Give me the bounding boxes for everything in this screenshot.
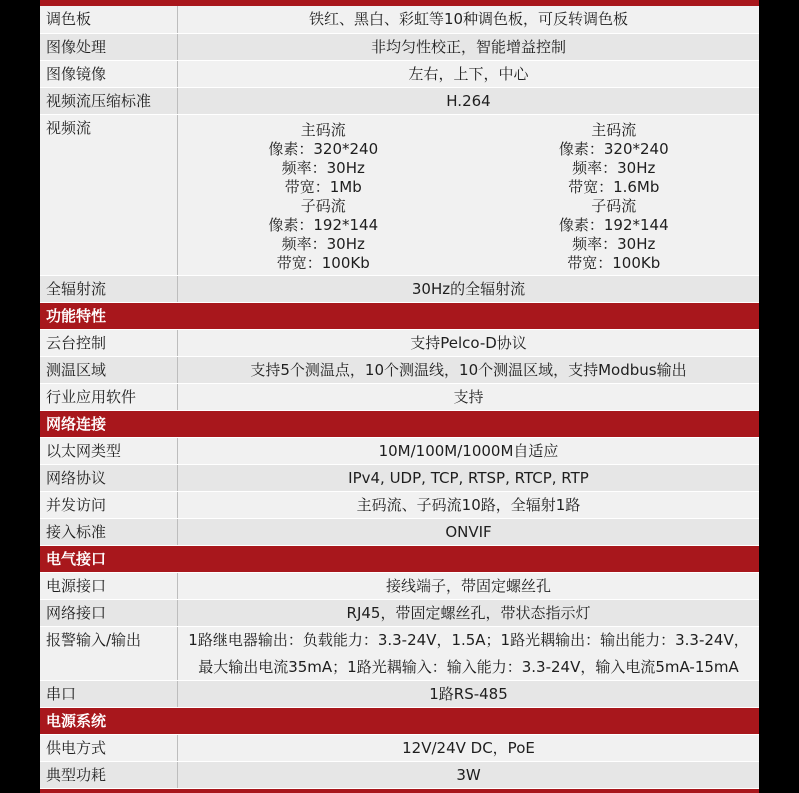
alarm-line-2: 最大输出电流35mA；1路光耦输入：输入能力：3.3-24V，输入电流5mA-15mA xyxy=(198,658,739,676)
row-label: 测温区域 xyxy=(40,357,178,383)
table-row xyxy=(40,438,759,465)
row-value: 30Hz的全辐射流 xyxy=(411,280,526,298)
row-value: 主码流、子码流10路，全辐射1路 xyxy=(356,496,581,514)
row-value: 支持5个测温点，10个测温线，10个测温区域，支持Modbus输出 xyxy=(250,361,687,379)
spec-table xyxy=(40,0,759,793)
row-label: 串口 xyxy=(40,681,178,707)
table-row xyxy=(40,492,759,519)
table-row xyxy=(40,762,759,789)
row-label: 行业应用软件 xyxy=(40,384,178,410)
main-stream-bandwidth: 带宽：1Mb xyxy=(284,178,362,196)
stream-column-2 xyxy=(469,121,760,273)
sub-stream-resolution: 像素：192*144 xyxy=(558,216,669,234)
row-value: 非均匀性校正，智能增益控制 xyxy=(370,38,566,56)
row-label: 视频流 xyxy=(40,115,178,275)
main-stream-bandwidth: 带宽：1.6Mb xyxy=(568,178,660,196)
row-value xyxy=(178,627,759,680)
table-row xyxy=(40,735,759,762)
section-header-electrical: 电气接口 xyxy=(40,546,759,573)
section-header-partial xyxy=(40,789,759,793)
table-row xyxy=(40,573,759,600)
table-row xyxy=(40,61,759,88)
row-label: 接入标准 xyxy=(40,519,178,545)
main-stream-resolution: 像素：320*240 xyxy=(558,140,669,158)
row-label: 全辐射流 xyxy=(40,276,178,302)
table-row xyxy=(40,34,759,61)
row-value: 12V/24V DC，PoE xyxy=(402,739,535,757)
table-row xyxy=(40,600,759,627)
sub-stream-bandwidth: 带宽：100Kb xyxy=(567,254,661,272)
table-row xyxy=(40,357,759,384)
alarm-line-1: 1路继电器输出：负载能力：3.3-24V，1.5A；1路光耦输出：输出能力：3.3-24V， xyxy=(188,631,749,649)
main-stream-title: 主码流 xyxy=(591,121,637,139)
section-header-features: 功能特性 xyxy=(40,303,759,330)
table-row xyxy=(40,384,759,411)
sub-stream-title: 子码流 xyxy=(300,197,346,215)
section-header-power: 电源系统 xyxy=(40,708,759,735)
row-value: H.264 xyxy=(446,92,491,110)
row-label: 云台控制 xyxy=(40,330,178,356)
row-label: 网络协议 xyxy=(40,465,178,491)
sub-stream-title: 子码流 xyxy=(591,197,637,215)
row-label: 以太网类型 xyxy=(40,438,178,464)
table-row xyxy=(40,276,759,303)
row-label: 图像镜像 xyxy=(40,61,178,87)
row-value: 10M/100M/1000M自适应 xyxy=(378,442,559,460)
row-value: 支持 xyxy=(453,388,484,406)
row-label: 电源接口 xyxy=(40,573,178,599)
table-row xyxy=(40,681,759,708)
table-row xyxy=(40,88,759,115)
row-value: 3W xyxy=(456,766,481,784)
row-label: 网络接口 xyxy=(40,600,178,626)
row-label: 视频流压缩标准 xyxy=(40,88,178,114)
row-label: 报警输入/输出 xyxy=(40,627,178,680)
row-value: RJ45，带固定螺丝孔，带状态指示灯 xyxy=(346,604,591,622)
stream-values xyxy=(178,115,759,275)
row-label: 调色板 xyxy=(40,6,178,33)
row-value: 支持Pelco-D协议 xyxy=(410,334,527,352)
sub-stream-bandwidth: 带宽：100Kb xyxy=(276,254,370,272)
sub-stream-frequency: 频率：30Hz xyxy=(572,235,656,253)
row-label: 典型功耗 xyxy=(40,762,178,788)
table-row xyxy=(40,519,759,546)
table-row xyxy=(40,6,759,34)
table-row xyxy=(40,627,759,681)
row-value: 接线端子，带固定螺丝孔 xyxy=(385,577,551,595)
section-header-network: 网络连接 xyxy=(40,411,759,438)
main-stream-resolution: 像素：320*240 xyxy=(268,140,379,158)
main-stream-frequency: 频率：30Hz xyxy=(572,159,656,177)
row-value: 左右，上下，中心 xyxy=(408,65,529,83)
row-label: 并发访问 xyxy=(40,492,178,518)
row-value: 铁红、黑白、彩虹等10种调色板，可反转调色板 xyxy=(308,10,629,28)
row-value: ONVIF xyxy=(445,523,492,541)
table-row xyxy=(40,465,759,492)
row-label: 供电方式 xyxy=(40,735,178,761)
row-label: 图像处理 xyxy=(40,34,178,60)
table-row-video-stream xyxy=(40,115,759,276)
row-value: IPv4, UDP, TCP, RTSP, RTCP, RTP xyxy=(348,469,589,487)
table-row xyxy=(40,330,759,357)
row-value: 1路RS-485 xyxy=(429,685,508,703)
stream-column-1 xyxy=(178,121,469,273)
main-stream-frequency: 频率：30Hz xyxy=(281,159,365,177)
sub-stream-frequency: 频率：30Hz xyxy=(281,235,365,253)
sub-stream-resolution: 像素：192*144 xyxy=(268,216,379,234)
main-stream-title: 主码流 xyxy=(300,121,346,139)
